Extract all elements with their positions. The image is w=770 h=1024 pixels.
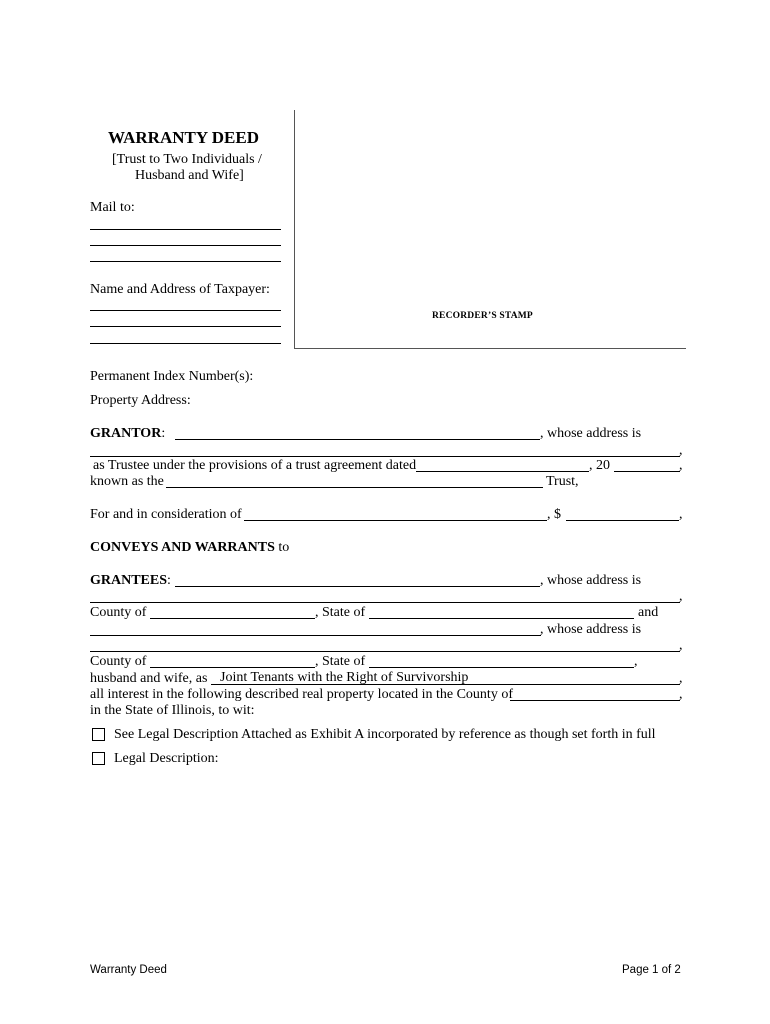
tenancy-value[interactable]: Joint Tenants with the Right of Survivorship (220, 670, 469, 685)
grantees-row (90, 573, 171, 589)
trust-year-comma: , (679, 458, 683, 473)
consideration-field[interactable] (244, 520, 547, 521)
amount-comma: , (679, 507, 683, 522)
grantee2-state-comma: , (634, 654, 638, 669)
trust-name-field[interactable] (166, 487, 543, 488)
property-county-field[interactable] (510, 700, 680, 701)
year-prefix: , 20 (589, 458, 610, 473)
taxpayer-line-3[interactable] (90, 343, 281, 344)
grantor-name-field[interactable] (175, 439, 540, 440)
grantee1-name-field[interactable] (175, 586, 540, 587)
interest-text: all interest in the following described real property located in the County of (90, 687, 513, 702)
trust-date-field[interactable] (416, 471, 589, 472)
dollar-sign: , $ (547, 507, 561, 522)
tenancy-comma: , (679, 671, 683, 686)
stamp-box-bottom-border (294, 348, 686, 349)
grantee2-state-field[interactable] (369, 667, 634, 668)
grantee2-county-label: County of (90, 654, 147, 669)
grantee2-state-label: , State of (315, 654, 366, 669)
grantor-address-field[interactable] (90, 456, 680, 457)
mail-to-label: Mail to: (90, 200, 135, 215)
document-subtitle-line2: Husband and Wife] (135, 168, 244, 183)
grantees-label: GRANTEES (90, 573, 168, 588)
property-county-comma: , (679, 687, 683, 702)
grantee2-whose-address: , whose address is (540, 622, 642, 637)
conveys-label: CONVEYS AND WARRANTS (90, 540, 275, 555)
taxpayer-line-1[interactable] (90, 310, 281, 311)
stamp-box-left-border (294, 110, 295, 348)
legal-description-checkbox[interactable] (92, 752, 105, 765)
grantee1-county-field[interactable] (150, 618, 315, 619)
taxpayer-label: Name and Address of Taxpayer: (90, 282, 270, 297)
pin-label: Permanent Index Number(s): (90, 369, 254, 384)
grantee2-address-comma: , (679, 638, 683, 653)
state-illinois-text: in the State of Illinois, to wit: (90, 703, 255, 718)
mail-to-line-1[interactable] (90, 229, 281, 230)
amount-field[interactable] (566, 520, 679, 521)
conveys-to: to (278, 540, 290, 555)
grantee1-county-label: County of (90, 605, 147, 620)
consideration-text: For and in consideration of (90, 507, 242, 522)
grantee1-address-field[interactable] (90, 602, 680, 603)
grantee2-name-field[interactable] (90, 635, 541, 636)
grantor-label: GRANTOR (90, 426, 162, 441)
grantee1-address-comma: , (679, 589, 683, 604)
footer-document-name: Warranty Deed (90, 964, 167, 976)
trust-year-field[interactable] (614, 471, 680, 472)
conveys-row (90, 540, 289, 556)
grantees-colon: : (167, 573, 171, 588)
grantor-row (90, 426, 165, 442)
mail-to-line-3[interactable] (90, 261, 281, 262)
property-address-label: Property Address: (90, 393, 191, 408)
grantee2-address-field[interactable] (90, 651, 680, 652)
grantor-address-comma: , (679, 443, 683, 458)
trust-label: Trust, (546, 474, 579, 489)
taxpayer-line-2[interactable] (90, 326, 281, 327)
grantor-colon: : (161, 426, 166, 441)
footer-page-number: Page 1 of 2 (622, 964, 681, 976)
grantee1-state-field[interactable] (369, 618, 634, 619)
grantor-whose-address: , whose address is (540, 426, 642, 441)
grantee1-state-label: , State of (315, 605, 366, 620)
legal-description-label: Legal Description: (114, 751, 219, 766)
trustee-text: as Trustee under the provisions of a trust agreement dated (93, 458, 417, 473)
grantee2-county-field[interactable] (150, 667, 315, 668)
document-title: WARRANTY DEED (108, 128, 259, 147)
exhibit-a-label: See Legal Description Attached as Exhibit A incorporated by reference as though set forth in full (114, 727, 656, 742)
known-as-label: known as the (90, 474, 164, 489)
and-label: and (638, 605, 659, 620)
recorders-stamp-label: RECORDER’S STAMP (432, 311, 533, 321)
grantee1-whose-address: , whose address is (540, 573, 642, 588)
husband-wife-text: husband and wife, as (90, 671, 208, 686)
mail-to-line-2[interactable] (90, 245, 281, 246)
document-subtitle-line1: [Trust to Two Individuals / (112, 152, 262, 167)
exhibit-a-checkbox[interactable] (92, 728, 105, 741)
